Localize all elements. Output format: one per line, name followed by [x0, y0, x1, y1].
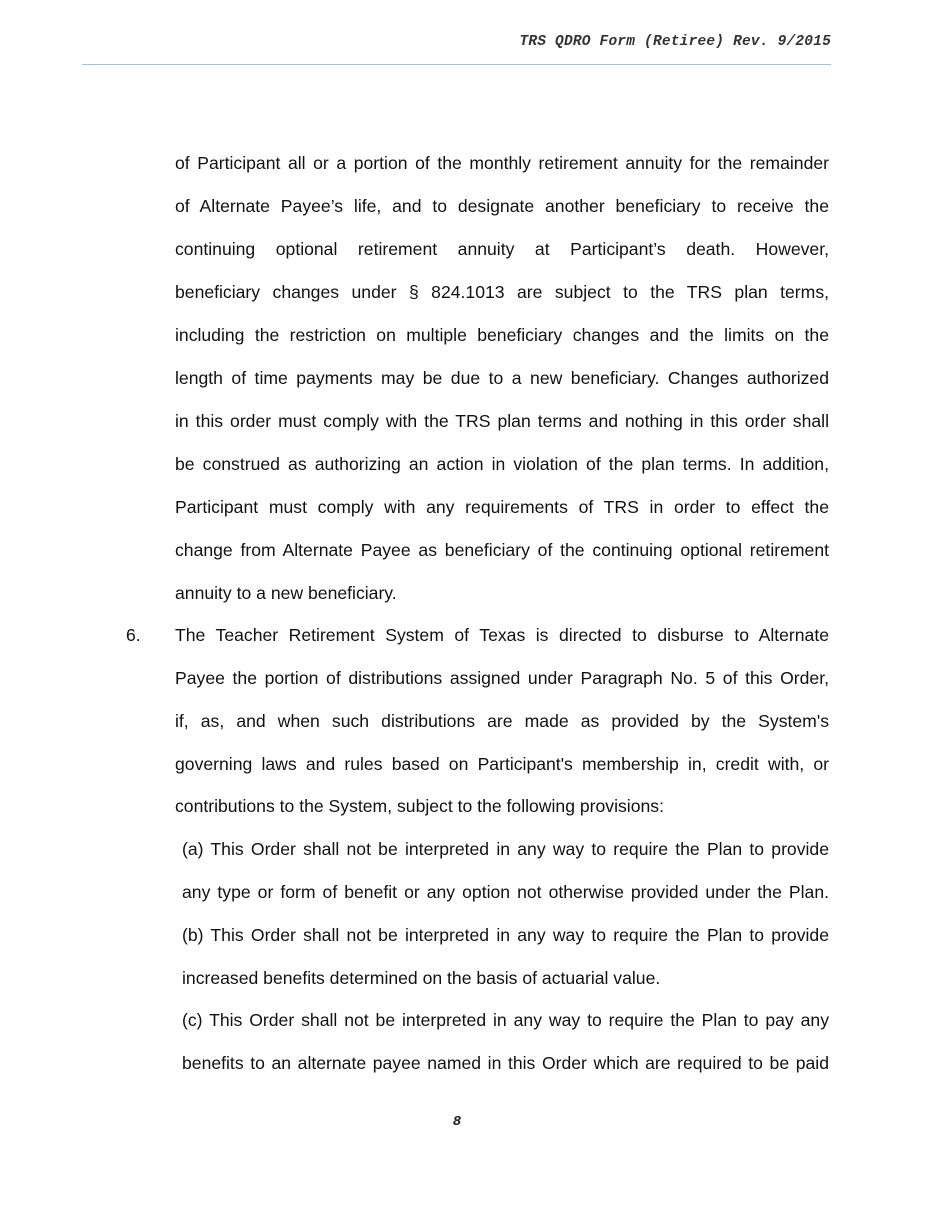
provision-line: increased benefits determined on the basis of actuarial value.	[182, 968, 661, 988]
text-line: Participant must comply with any requirements of TRS in order to effect the	[175, 497, 829, 517]
text-line: contributions to the System, subject to the following provisions:	[175, 796, 664, 816]
text-line: be construed as authorizing an action in violation of the plan terms. In addition,	[175, 454, 829, 474]
paragraph-number: 6.	[126, 625, 141, 645]
text-line: Payee the portion of distributions assigned under Paragraph No. 5 of this Order,	[175, 668, 829, 688]
header-divider	[82, 64, 831, 65]
text-line: of Participant all or a portion of the monthly retirement annuity for the remainder	[175, 153, 829, 173]
text-line: beneficiary changes under § 824.1013 are subject to the TRS plan terms,	[175, 282, 829, 302]
provision-line: (a) This Order shall not be interpreted in any way to require the Plan to provide	[182, 839, 829, 859]
text-line: length of time payments may be due to a new beneficiary. Changes authorized	[175, 368, 829, 388]
provision-line: (b) This Order shall not be interpreted in any way to require the Plan to provide	[182, 925, 829, 945]
form-title: TRS QDRO Form (Retiree) Rev. 9/2015	[519, 34, 831, 50]
text-line: including the restriction on multiple beneficiary changes and the limits on the	[175, 325, 829, 345]
text-line: change from Alternate Payee as beneficiary of the continuing optional retirement	[175, 540, 829, 560]
text-line: governing laws and rules based on Participant's membership in, credit with, or	[175, 754, 829, 774]
text-line: of Alternate Payee’s life, and to designate another beneficiary to receive the	[175, 196, 829, 216]
page-number: 8	[452, 1114, 462, 1130]
text-line: if, as, and when such distributions are made as provided by the System's	[175, 711, 829, 731]
text-line: The Teacher Retirement System of Texas is directed to disburse to Alternate	[175, 625, 829, 645]
text-line: in this order must comply with the TRS plan terms and nothing in this order shall	[175, 411, 829, 431]
provision-line: benefits to an alternate payee named in this Order which are required to be paid	[182, 1053, 829, 1073]
provision-line: (c) This Order shall not be interpreted in any way to require the Plan to pay any	[182, 1010, 829, 1030]
provision-line: any type or form of benefit or any option not otherwise provided under the Plan.	[182, 882, 829, 902]
text-line: continuing optional retirement annuity at Participant’s death. However,	[175, 239, 829, 259]
text-line: annuity to a new beneficiary.	[175, 583, 397, 603]
